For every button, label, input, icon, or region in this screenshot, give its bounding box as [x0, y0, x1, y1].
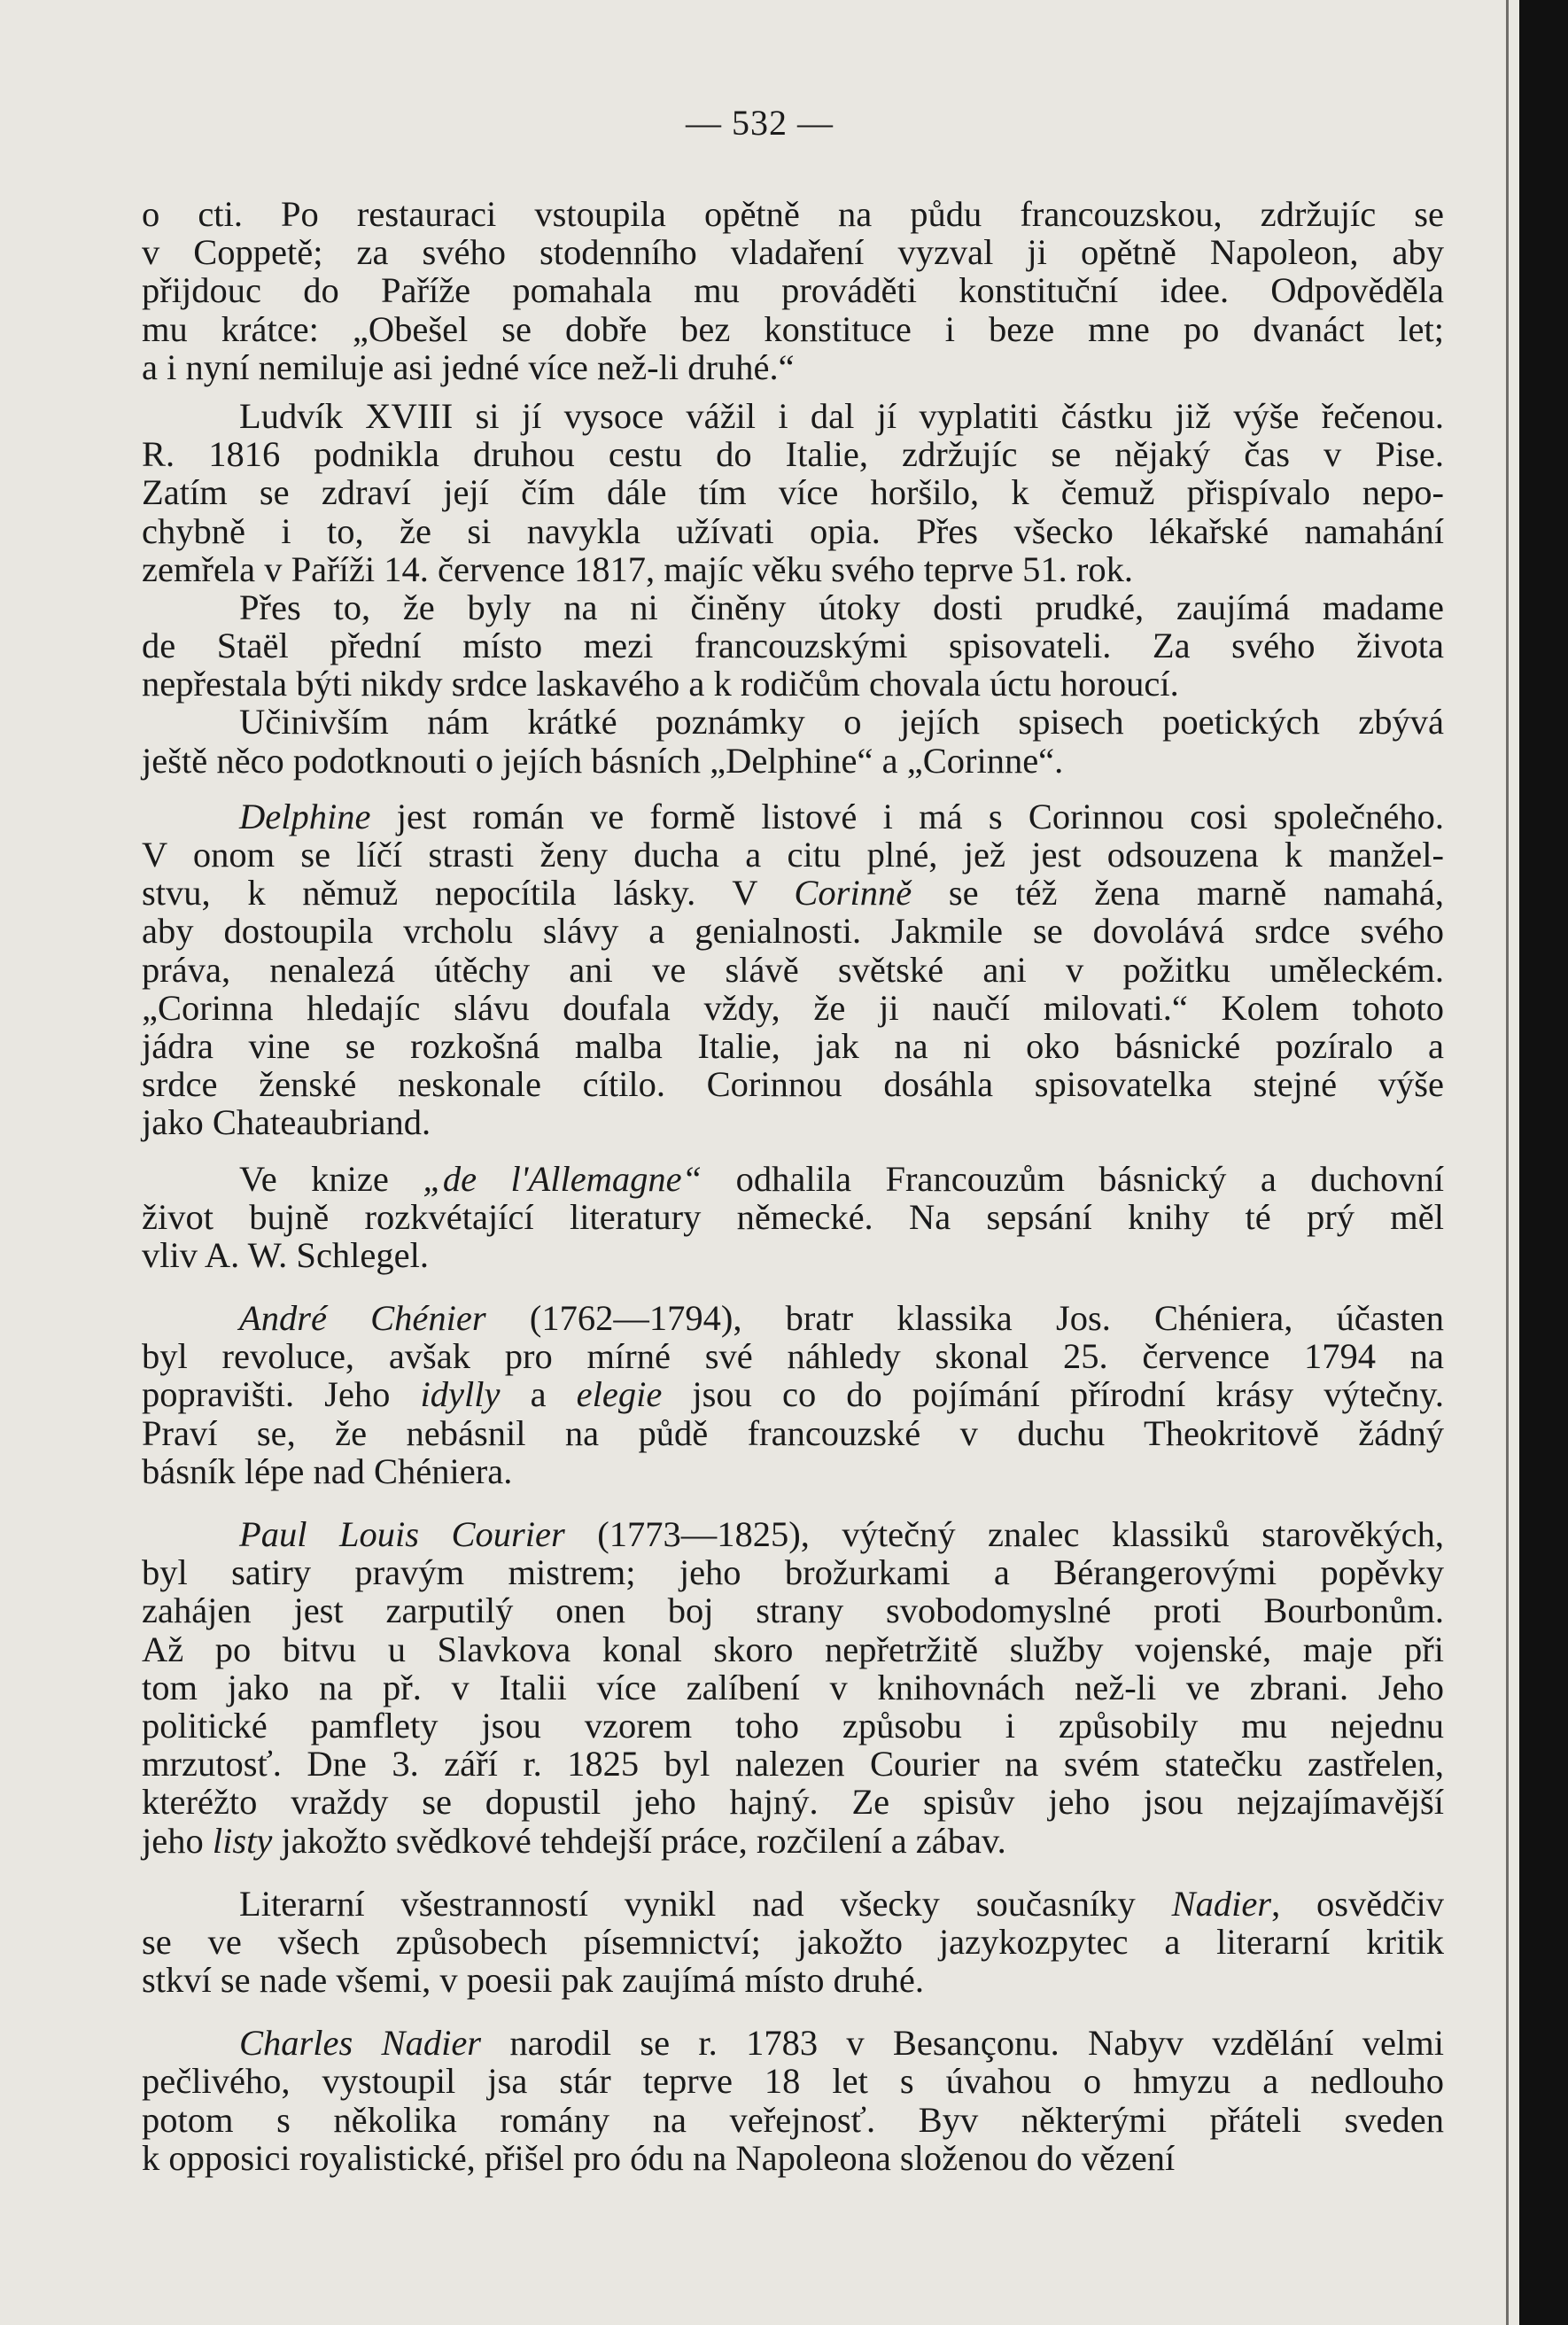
- text-line: „Corinna hledajíc slávu doufala vždy, že ji naučí milovati.“ Kolem tohoto: [142, 987, 1444, 1028]
- paragraph: [142, 397, 1444, 588]
- text-line: mrzutosť. Dne 3. září r. 1825 byl nalezen Courier na svém statečku zastřelen,: [142, 1744, 1444, 1785]
- text-line: kteréžto vraždy se dopustil jeho hajný. Ze spisův jeho jsou nejzajímavější: [142, 1782, 1444, 1823]
- text-line: jeho listy jakožto svědkové tehdejší práce, rozčilení a zábav.: [142, 1820, 1006, 1861]
- text-line: Až po bitvu u Slavkova konal skoro nepřetržitě služby vojenské, maje při: [142, 1629, 1444, 1669]
- page-number: — 532 —: [686, 103, 834, 143]
- text-line: k opposici royalistické, přišel pro ódu na Napoleona složenou do vězení: [142, 2137, 1176, 2178]
- paragraph: [142, 2024, 1444, 2177]
- text-line: Literarní všestranností vynikl nad všecky současníky Nadier, osvědčiv: [239, 1883, 1444, 1924]
- text-line: Zatím se zdraví její čím dále tím více horšilo, k čemuž přispívalo nepo-: [142, 472, 1444, 513]
- body-text: [142, 195, 1444, 2177]
- text-line: Ve knize „de l'Allemagne“ odhalila Francouzům básnický a duchovní: [239, 1158, 1444, 1199]
- text-line: de Staël přední místo mezi francouzskými spisovateli. Za svého života: [142, 626, 1444, 666]
- text-line: Charles Nadier narodil se r. 1783 v Besançonu. Nabyv vzdělání velmi: [239, 2023, 1445, 2064]
- text-line: o cti. Po restauraci vstoupila opětně na půdu francouzskou, zdržujíc se: [142, 194, 1444, 234]
- text-line: jádra vine se rozkošná malba Italie, jak na ni oko básnické pozíralo a: [142, 1025, 1444, 1066]
- text-line: se ve všech způsobech písemnictví; jakožto jazykozpytec a literarní kritik: [142, 1921, 1444, 1962]
- text-line: byl satiry pravým mistrem; jeho brožurkami a Bérangerovými popěvky: [142, 1552, 1444, 1593]
- text-line: a i nyní nemiluje asi jedné více než-li druhé.“: [142, 346, 795, 387]
- text-line: popravišti. Jeho idylly a elegie jsou co do pojímání přírodní krásy výtečny.: [142, 1374, 1445, 1415]
- text-line: mu krátce: „Obešel se dobře bez konstituce i beze mne po dvanáct let;: [142, 308, 1444, 349]
- text-line: Delphine jest román ve formě listové i má s Corinnou cosi společného.: [239, 796, 1444, 836]
- text-line: Učinivším nám krátké poznámky o jejích spisech poetických zbývá: [239, 702, 1444, 743]
- text-line: Paul Louis Courier (1773—1825), výtečný znalec klassiků starověkých,: [239, 1514, 1444, 1554]
- text-line: život bujně rozkvétající literatury německé. Na sepsání knihy té prý měl: [142, 1196, 1444, 1237]
- paragraph: [142, 1885, 1444, 2000]
- text-line: práva, nenalezá útěchy ani ve slávě světské ani v požitku uměleckém.: [142, 949, 1444, 990]
- text-line: v Coppetě; za svého stodenního vladaření vyzval ji opětně Napoleon, aby: [142, 232, 1444, 273]
- paragraph: [142, 588, 1444, 704]
- text-line: chybně i to, že si navykla užívati opia. Přes všecko lékařské namahání: [142, 510, 1444, 551]
- text-line: stkví se nade všemi, v poesii pak zaujímá místo druhé.: [142, 1960, 924, 2001]
- text-line: Praví se, že nebásnil na půdě francouzské v duchu Theokritově žádný: [142, 1412, 1444, 1453]
- text-line: jako Chateaubriand.: [142, 1102, 431, 1143]
- text-line: vliv A. W. Schlegel.: [142, 1234, 429, 1275]
- paragraph: [142, 1299, 1444, 1490]
- text-line: potom s několika romány na veřejnosť. Byv některými přáteli sveden: [142, 2099, 1444, 2140]
- text-line: pečlivého, vystoupil jsa stár teprve 18 let s úvahou o hmyzu a nedlouho: [142, 2061, 1444, 2102]
- text-line: politické pamflety jsou vzorem toho způsobu i způsobily mu nejednu: [142, 1705, 1444, 1746]
- paragraph: [142, 797, 1444, 1142]
- text-line: tom jako na př. v Italii více zalíbení v knihovnách než-li ve zbrani. Jeho: [142, 1667, 1444, 1707]
- paragraph: [142, 195, 1444, 386]
- text-line: Ludvík XVIII si jí vysoce vážil i dal jí vyplatiti částku již výše řečenou.: [239, 395, 1444, 436]
- paragraph: [142, 1160, 1444, 1275]
- paragraph: [142, 703, 1444, 779]
- text-line: zemřela v Paříži 14. července 1817, majíc věku svého teprve 51. rok.: [142, 548, 1133, 589]
- text-line: zahájen jest zarputilý onen boj strany svobodomyslné proti Bourbonům.: [142, 1590, 1444, 1631]
- text-line: byl revoluce, avšak pro mírné své náhledy skonal 25. července 1794 na: [142, 1336, 1444, 1377]
- text-line: ještě něco podotknouti o jejích básních „Delphine“ a „Corinne“.: [142, 740, 1064, 781]
- text-line: nepřestala býti nikdy srdce laskavého a k rodičům chovala úctu horoucí.: [142, 664, 1179, 704]
- text-line: aby dostoupila vrcholu slávy a genialnosti. Jakmile se dovolává srdce svého: [142, 911, 1444, 952]
- text-line: srdce ženské neskonale cítilo. Corinnou dosáhla spisovatelka stejné výše: [142, 1064, 1444, 1105]
- text-line: přijdouc do Paříže pomahala mu prováděti konstituční idee. Odpověděla: [142, 270, 1444, 311]
- page-edge-line: [1506, 0, 1509, 2325]
- text-line: Přes to, že byly na ni činěny útoky dosti prudké, zaujímá madame: [239, 587, 1444, 627]
- paragraph: [142, 1515, 1444, 1860]
- scan-border: [1519, 0, 1568, 2325]
- text-line: stvu, k němuž nepocítila lásky. V Corinně se též žena marně namahá,: [142, 873, 1444, 914]
- text-line: V onom se líčí strasti ženy ducha a citu plné, jež jest odsouzena k manžel-: [142, 835, 1444, 875]
- text-line: R. 1816 podnikla druhou cestu do Italie, zdržujíc se nějaký čas v Pise.: [142, 434, 1444, 475]
- text-line: André Chénier (1762—1794), bratr klassika Jos. Chéniera, účasten: [239, 1298, 1444, 1339]
- text-line: básník lépe nad Chéniera.: [142, 1450, 513, 1491]
